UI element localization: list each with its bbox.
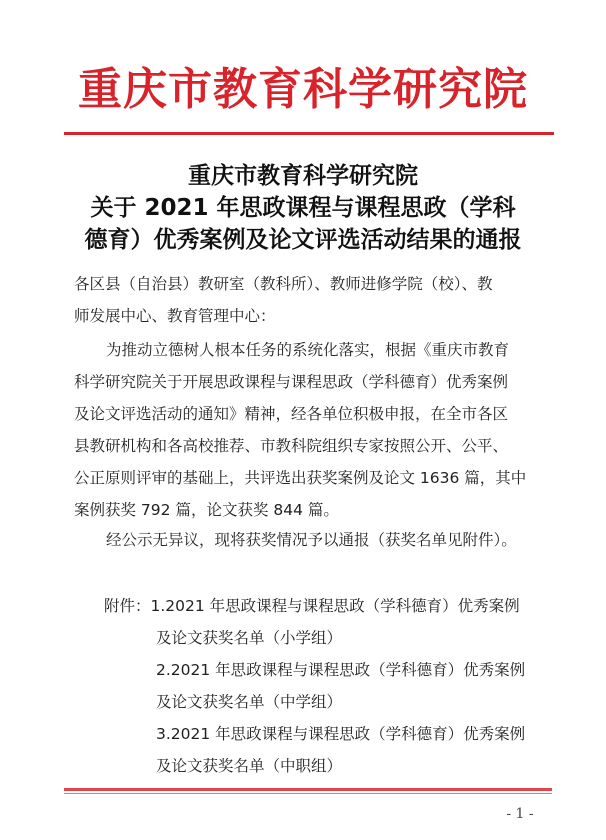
- para1-line-5: 公正原则评审的基础上，共评选出获奖案例及论文 1636 篇，其中: [74, 469, 527, 487]
- attachment-3-title: 3.2021 年思政课程与课程思政（学科德育）优秀案例: [156, 725, 526, 743]
- paragraph-1: [74, 334, 544, 526]
- title-line-2: 关于 2021 年思政课程与课程思政（学科: [90, 195, 516, 221]
- masthead-divider: [64, 132, 554, 135]
- document-title: [40, 160, 566, 256]
- attachments: [104, 590, 564, 782]
- attachment-1-title: 1.2021 年思政课程与课程思政（学科德育）优秀案例: [150, 597, 520, 615]
- para1-line-4: 县教研机构和各高校推荐、市教科院组织专家按照公开、公平、: [74, 437, 509, 455]
- attachments-label: 附件：: [104, 597, 151, 615]
- title-line-3: 德育）优秀案例及论文评选活动结果的通报: [84, 227, 522, 253]
- attachment-1: [104, 590, 564, 622]
- title-line-1: 重庆市教育科学研究院: [188, 163, 418, 189]
- salutation-line-2: 师发展中心、教育管理中心：: [74, 307, 276, 325]
- page-number: - 1 -: [506, 806, 534, 822]
- para1-line-2: 科学研究院关于开展思政课程与课程思政（学科德育）优秀案例: [74, 373, 509, 391]
- salutation-line-1: 各区县（自治县）教研室（教科所）、教师进修学院（校）、教: [74, 275, 493, 293]
- footer-divider-thin: [64, 793, 552, 794]
- para2-line: 经公示无异议，现将获奖情况予以通报（获奖名单见附件）。: [106, 531, 517, 549]
- attachment-2-title: 2.2021 年思政课程与课程思政（学科德育）优秀案例: [156, 661, 526, 679]
- para1-line-3: 及论文评选活动的通知》精神，经各单位积极申报，在全市各区: [74, 405, 509, 423]
- paragraph-2: [74, 524, 544, 556]
- salutation: [74, 268, 544, 332]
- masthead-title: 重庆市教育科学研究院: [78, 64, 528, 115]
- footer-divider-thick: [64, 788, 552, 791]
- attachment-3-subtitle: 及论文获奖名单（中职组）: [156, 757, 343, 775]
- para1-line-6: 案例获奖 792 篇，论文获奖 844 篇。: [74, 501, 339, 519]
- attachment-2-subtitle: 及论文获奖名单（中学组）: [156, 693, 343, 711]
- para1-line-1: 为推动立德树人根本任务的系统化落实，根据《重庆市教育: [106, 341, 510, 359]
- attachment-1-subtitle: 及论文获奖名单（小学组）: [156, 629, 343, 647]
